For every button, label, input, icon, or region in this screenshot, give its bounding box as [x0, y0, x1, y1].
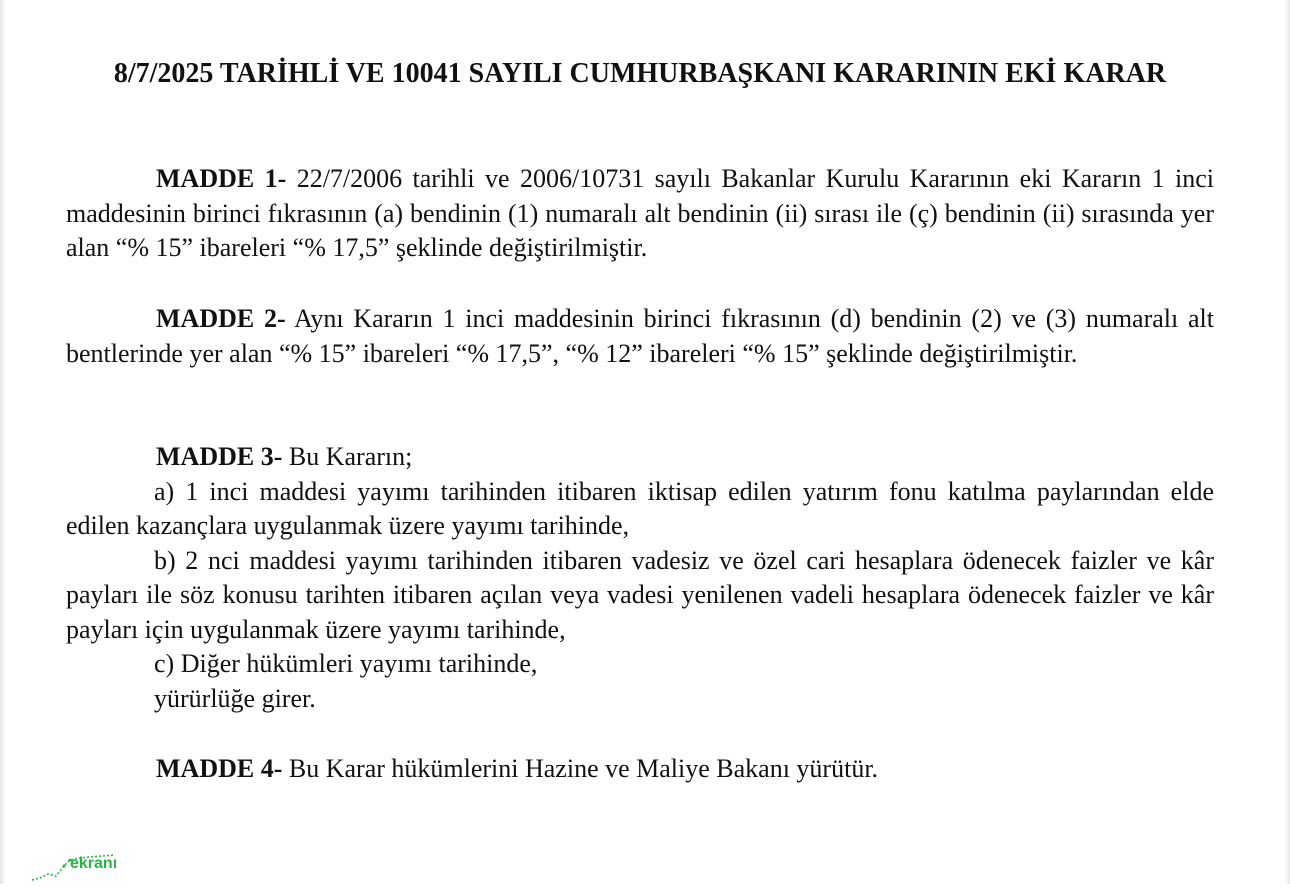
madde-3-closing: yürürlüğe girer.: [154, 683, 316, 713]
madde-1-label: MADDE 1-: [156, 164, 287, 193]
madde-1-paragraph: [66, 162, 1214, 266]
madde-3-text: Bu Kararın;: [288, 442, 413, 471]
madde-3-item-c: c) Diğer hükümleri yayımı tarihinde,: [154, 649, 538, 678]
madde-3-item-b: b) 2 nci maddesi yayımı tarihinden itibaren vadesiz ve özel cari hesaplara ödenecek faizler ve kâr payları ile söz konusu tarihten itibaren açılan veya vadesi yenilenen vadeli hesaplara ödenecek faizler ve kâr payları için uygulanmak üzere yayımı tarihinde,: [66, 545, 1214, 644]
madde-2-paragraph: [66, 302, 1214, 371]
madde-4-text: Bu Karar hükümlerini Hazine ve Maliye Bakanı yürütür.: [288, 754, 879, 783]
madde-3-item-a: a) 1 inci maddesi yayımı tarihinden itibaren iktisap edilen yatırım fonu katılma paylarından elde edilen kazançlara uygulanmak üzere yayımı tarihinde,: [66, 476, 1214, 540]
madde-3-label: MADDE 3-: [156, 442, 283, 471]
document-title: 8/7/2025 TARİHLİ VE 10041 SAYILI CUMHURBAŞKANI KARARININ EKİ KARAR: [113, 58, 1167, 89]
watermark-logo: [30, 852, 140, 882]
madde-2-label: MADDE 2-: [156, 304, 286, 333]
page-edge-right: [1284, 0, 1290, 884]
madde-3-intro: [66, 440, 1214, 475]
madde-3-section: [66, 440, 1214, 716]
madde-4-label: MADDE 4-: [156, 754, 283, 783]
madde-4-paragraph: [66, 752, 1214, 787]
madde-2-text: Aynı Kararın 1 inci maddesinin birinci fıkrasının (d) bendinin (2) ve (3) numaralı alt bentlerinde yer alan “% 15” ibareleri “% 17,5”, “% 12” ibareleri “% 15” şeklinde değiştirilmiştir.: [66, 304, 1214, 368]
page-edge-left: [0, 0, 6, 884]
madde-1-text: 22/7/2006 tarihli ve 2006/10731 sayılı Bakanlar Kurulu Kararının eki Kararın 1 inci maddesinin birinci fıkrasının (a) bendinin (1) numaralı alt bendinin (ii) sırası ile (ç) bendinin (ii) sırasında yer alan “% 15” ibareleri “% 17,5” şeklinde değiştirilmiştir.: [66, 164, 1215, 262]
watermark-text: ekranı: [70, 855, 118, 872]
